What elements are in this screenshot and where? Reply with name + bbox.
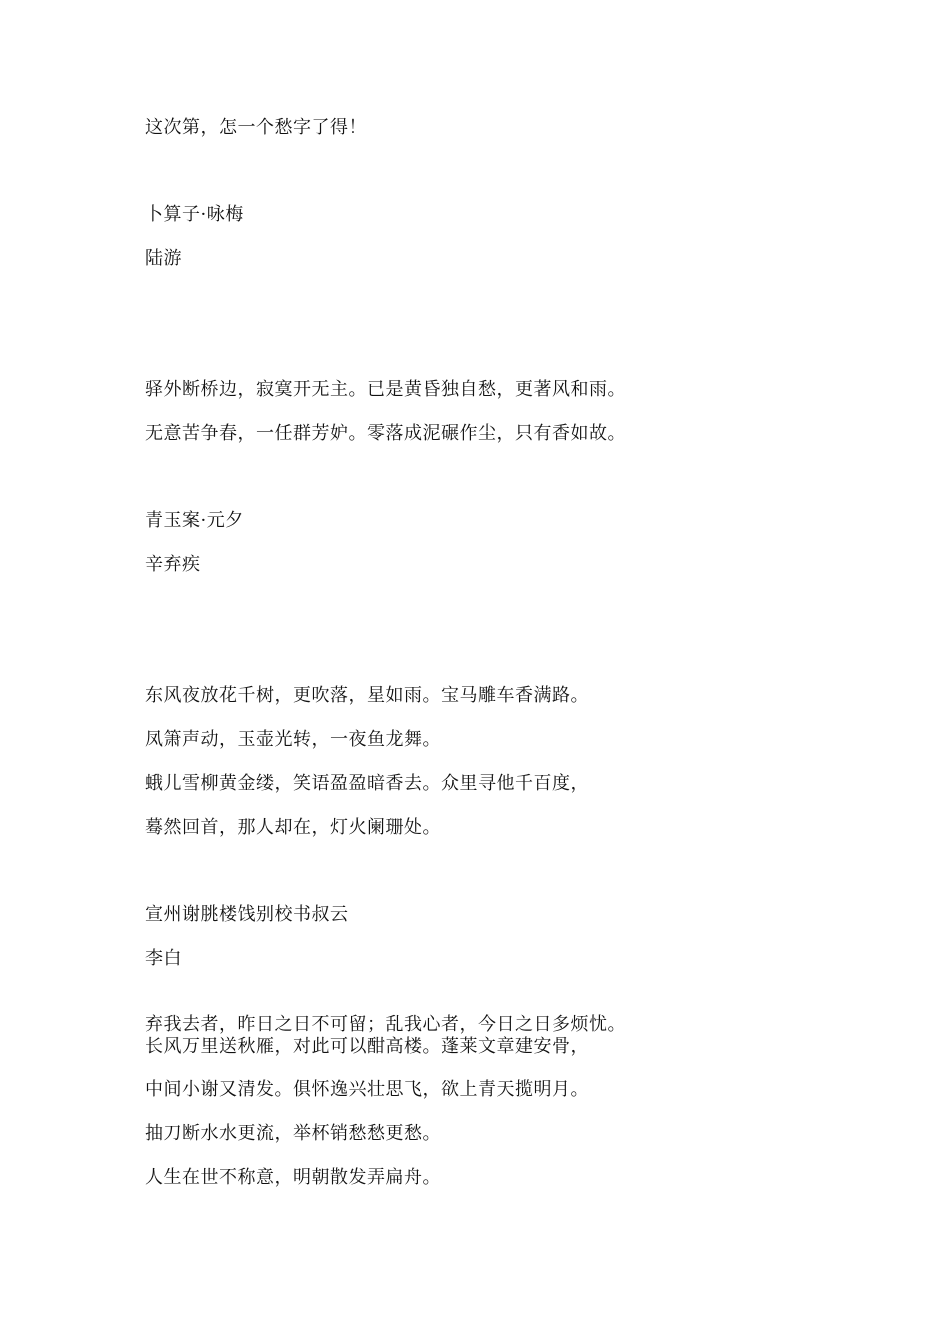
poem-title: 宣州谢朓楼饯别校书叔云 <box>145 904 349 925</box>
poem-line: 无意苦争春，一任群芳妒。零落成泥碾作尘，只有香如故。 <box>145 423 626 444</box>
poem-author: 陆游 <box>145 248 182 269</box>
fragment-line: 这次第，怎一个愁字了得！ <box>145 117 367 138</box>
poem-line: 东风夜放花千树，更吹落，星如雨。宝马雕车香满路。 <box>145 685 589 706</box>
poem-line: 蛾儿雪柳黄金缕，笑语盈盈暗香去。众里寻他千百度， <box>145 773 589 794</box>
poem-title: 青玉案·元夕 <box>145 510 244 531</box>
poem-author: 辛弃疾 <box>145 554 201 575</box>
poem-line: 弃我去者，昨日之日不可留；乱我心者，今日之日多烦忧。 <box>145 1014 626 1035</box>
poem-line: 凤箫声动，玉壶光转，一夜鱼龙舞。 <box>145 729 441 750</box>
poem-line: 驿外断桥边，寂寞开无主。已是黄昏独自愁，更著风和雨。 <box>145 379 626 400</box>
poem-line: 长风万里送秋雁，对此可以酣高楼。蓬莱文章建安骨， <box>145 1036 589 1057</box>
poem-line: 抽刀断水水更流，举杯销愁愁更愁。 <box>145 1123 441 1144</box>
poem-line: 中间小谢又清发。俱怀逸兴壮思飞，欲上青天揽明月。 <box>145 1079 589 1100</box>
poem-author: 李白 <box>145 948 182 969</box>
poem-line: 蓦然回首，那人却在，灯火阑珊处。 <box>145 817 441 838</box>
poem-title: 卜算子·咏梅 <box>145 204 244 225</box>
poem-line: 人生在世不称意，明朝散发弄扁舟。 <box>145 1167 441 1188</box>
